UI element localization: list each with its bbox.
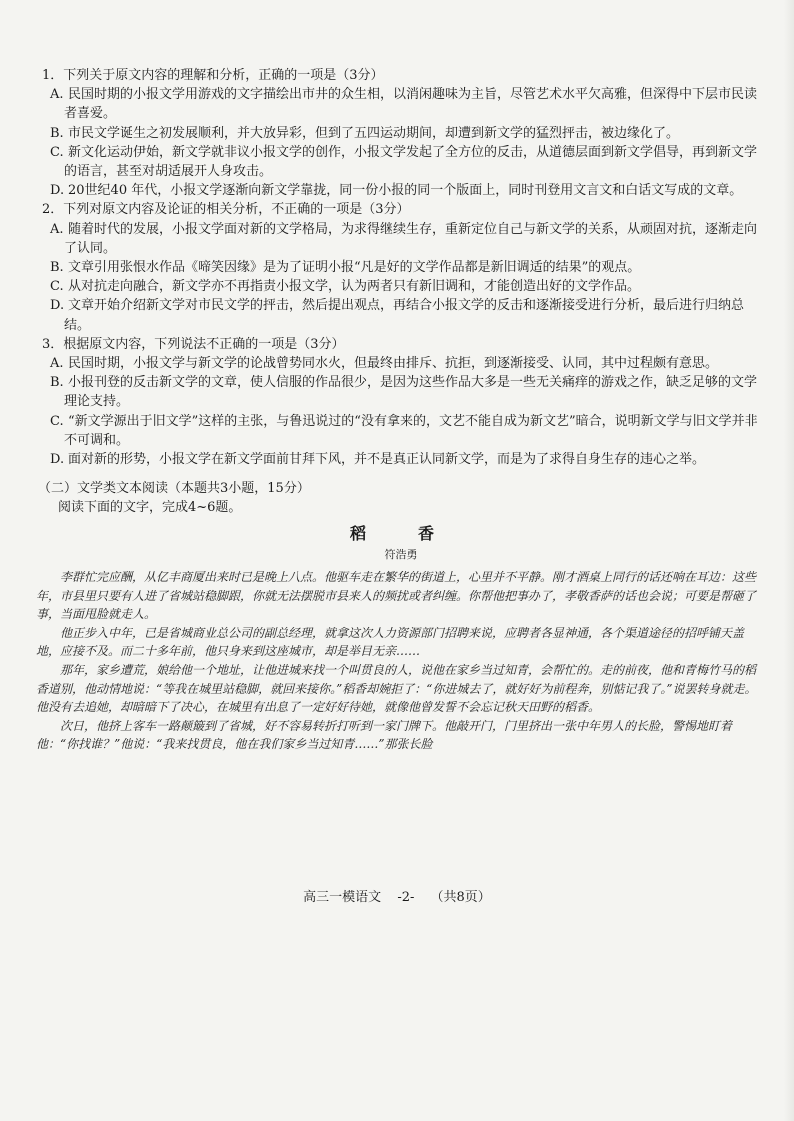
- question-3: [36, 335, 766, 469]
- footer-total-pages: （共8页）: [430, 890, 491, 905]
- option-b: B. 市民文学诞生之初发展顺利，并大放异彩，但到了五四运动期间，却遭到新文学的猛烈抨击，被边缘化了。: [50, 125, 680, 141]
- section-instruction: 阅读下面的文字，完成4~6题。: [58, 500, 242, 516]
- section-heading: （二）文学类文本阅读（本题共3小题，15分）: [38, 481, 310, 497]
- option-c: C. 从对抗走向融合，新文学亦不再指责小报文学，认为两者只有新旧调和，才能创造出好的文学作品。: [50, 279, 641, 295]
- question-2: [36, 200, 766, 334]
- scan-edge-shadow: [784, 0, 794, 1121]
- story-author: 符浩勇: [384, 547, 418, 561]
- footer-page-number: -2-: [397, 890, 415, 905]
- option-a: A. 民国时期，小报文学与新文学的论战曾势同水火，但最终由排斥、抗拒，到逐渐接受、认同，其中过程颇有意思。: [50, 356, 719, 372]
- option-a: A. 民国时期的小报文学用游戏的文字描绘出市井的众生相，以消闲趣味为主旨，尽管艺术水平欠高雅，但深得中下层市民读者喜爱。: [50, 87, 758, 122]
- option-d: D. 20世纪40 年代，小报文学逐渐向新文学靠拢，同一份小报的同一个版面上，同时刊登用文言文和白话文写成的文章。: [50, 183, 743, 199]
- option-c: C. “新文学源出于旧文学”这样的主张，与鲁迅说过的“没有拿来的，文艺不能自成为新文艺”暗合，说明新文学与旧文学并非不可调和。: [50, 413, 758, 448]
- story-paragraph: 李群忙完应酬，从亿丰商厦出来时已是晚上八点。他驱车走在繁华的街道上，心里并不平静。刚才酒桌上同行的话还响在耳边：这些年，市县里只要有人进了省城站稳脚跟，你就无法摆脱市县来人的频扰或者纠缠。你帮他把事办了，孝敬香萨的话也会说；可要是帮砸了事，当面甩脸就走人。: [36, 570, 757, 622]
- option-a: A. 随着时代的发展，小报文学面对新的文学格局，为求得继续生存，重新定位自己与新文学的关系，从顽固对抗，逐渐走向了认同。: [50, 221, 758, 256]
- question-1: [36, 66, 766, 200]
- question-stem: 1．下列关于原文内容的理解和分析，正确的一项是（3分）: [42, 68, 384, 83]
- option-b: B. 小报刊登的反击新文学的文章，使人信服的作品很少，是因为这些作品大多是一些无关痛痒的游戏之作，缺乏足够的文学理论支持。: [50, 375, 758, 410]
- story-paragraph: 他正步入中年，已是省城商业总公司的副总经理，就拿这次人力资源部门招聘来说，应聘者各显神通，各个渠道途径的招呼铺天盖地，应接不及。而二十多年前，他只身来到这座城市，却是举目无亲……: [36, 625, 745, 659]
- story-paragraph: 那年，家乡遭荒，娘给他一个地址，让他进城来找一个叫贯良的人，说他在家乡当过知青，会帮忙的。走的前夜，他和青梅竹马的稻香道别，他动情地说：“等我在城里站稳脚，就回来接你。”稻香却婉拒了：“你进城去了，就好好为前程奔，别惦记我了。”说罢转身就走。他没有去追她，却暗暗下了决心，在城里有出息了一定好好待她，就像他曾发誓不会忘记秋天田野的稻香。: [36, 663, 757, 715]
- story: [36, 524, 766, 754]
- question-stem: 3．根据原文内容，下列说法不正确的一项是（3分）: [42, 336, 345, 352]
- option-d: D. 面对新的形势，小报文学在新文学面前甘拜下风，并不是真正认同新文学，而是为了求得自身生存的违心之举。: [50, 452, 706, 468]
- exam-page: [36, 66, 766, 754]
- option-d: D. 文章开始介绍新文学对市民文学的抨击，然后提出观点，再结合小报文学的反击和逐渐接受进行分析，最后进行归纳总结。: [50, 298, 745, 333]
- footer-title: 高三一模语文: [303, 890, 382, 905]
- story-title: 稻 香: [349, 523, 452, 543]
- option-b: B. 文章引用张恨水作品《啼笑因缘》是为了证明小报“凡是好的文学作品都是新旧调适的结果”的观点。: [50, 260, 641, 276]
- question-stem: 2．下列对原文内容及论证的相关分析，不正确的一项是（3分）: [42, 202, 410, 218]
- page-footer: [0, 886, 794, 905]
- option-c: C. 新文化运动伊始，新文学就非议小报文学的创作，小报文学发起了全方位的反击，从道德层面到新文学倡导，再到新文学的语言，甚至对胡适展开人身攻击。: [50, 144, 758, 180]
- story-paragraph: 次日，他挤上客车一路颠簸到了省城，好不容易转折打听到一家门牌下。他敲开门，门里挤出一张中年男人的长脸，警惕地盯着他：“你找谁？”他说：“我来找贯良，他在我们家乡当过知青……”那张长脸: [36, 718, 733, 752]
